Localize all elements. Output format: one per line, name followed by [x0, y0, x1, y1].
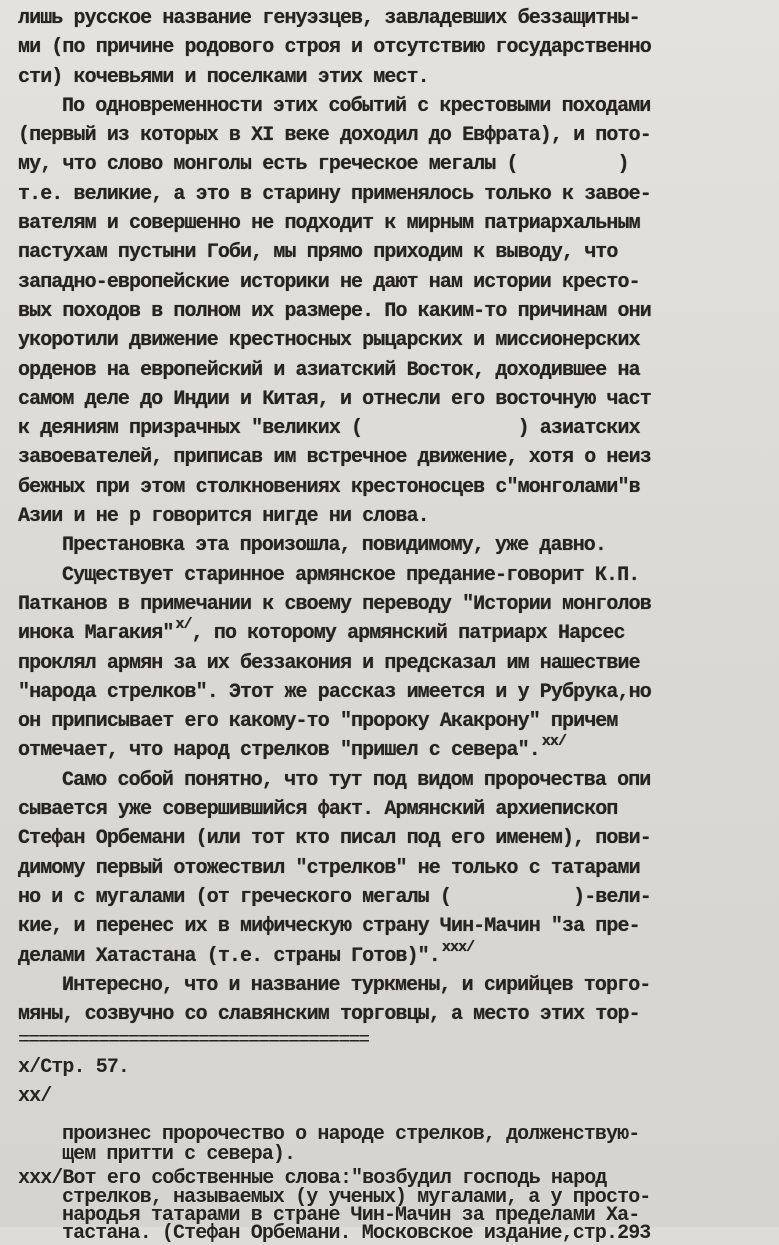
- text-line-content: орденов на европейский и азиатский Восток, доходившее на: [18, 358, 640, 382]
- text-line-content: ми (по причине родового строя и отсутствию государственно: [18, 36, 651, 60]
- text-line: [18, 971, 773, 1000]
- text-line: [18, 443, 773, 472]
- text-line-content: сти) кочевьями и поселками этих мест.: [18, 65, 429, 89]
- text-line-content: делами Хатастана (т.е. страны Готов)".: [18, 944, 440, 968]
- text-line-content: укоротили движение крестносных рыцарских и миссионерских: [18, 329, 640, 353]
- footnote-3-line-2: стрелков, называемых (у ученых) мугалами, а у просто-: [62, 1186, 651, 1210]
- text-line: [18, 4, 773, 33]
- text-line-content: димому первый отожествил "стрелков" не только с татарами: [18, 856, 640, 880]
- text-line-content: к деяниям призрачных "великих ( ) азиатских: [18, 417, 640, 441]
- text-line: [18, 561, 773, 590]
- text-line: [18, 616, 773, 648]
- text-line: [18, 502, 773, 531]
- text-line-content: (первый из которых в XI веке доходил до Евфрата), и пото-: [18, 124, 651, 148]
- text-line: [18, 385, 773, 414]
- text-line: [18, 238, 773, 267]
- text-line-content: мяны, созвучно со славянским торговцы, а место этих тор-: [18, 1003, 640, 1027]
- footnote-marker: ххх/: [441, 938, 475, 956]
- footnote-3-line-1: ххх/Вот его собственные слова:"возбудил господь народ: [18, 1167, 607, 1191]
- footnote-2-line-2: щем притти с севера).: [62, 1143, 296, 1167]
- footnote-3-line-4: тастана. (Стефан Орбемани. Московское издание,стр.293: [62, 1222, 651, 1245]
- footnote-3-line-3: народья татарами в стране Чин-Мачин за пределами Ха-: [62, 1204, 640, 1228]
- text-line: [18, 180, 773, 209]
- text-line: [18, 707, 773, 736]
- text-line: [18, 766, 773, 795]
- footnote-marker: х/: [175, 616, 192, 634]
- text-line-content: западно-европейские историки не дают нам истории кресто-: [18, 270, 640, 294]
- text-line-content: т.е. великие, а это в старину применялось только к завое-: [18, 182, 651, 206]
- main-text: [18, 4, 773, 1029]
- text-line: [18, 733, 773, 765]
- text-line: [18, 92, 773, 121]
- text-line: [18, 150, 773, 179]
- text-line: [18, 795, 773, 824]
- text-line: [18, 883, 773, 912]
- text-line-content: бежных при этом столкновениях крестоносцев с"монголами"в: [18, 475, 640, 499]
- text-line-content: пастухам пустыни Гоби, мы прямо приходим к выводу, что: [18, 241, 618, 265]
- text-line: [18, 1000, 773, 1029]
- text-line-content: Интересно, что и название туркмены, и сирийцев торго-: [62, 973, 651, 997]
- text-line: [18, 268, 773, 297]
- text-line-content: проклял армян за их беззакония и предсказал им нашествие: [18, 651, 640, 675]
- text-line: [18, 63, 773, 92]
- text-line: [18, 854, 773, 883]
- text-line: [18, 297, 773, 326]
- text-line: [18, 938, 773, 971]
- text-line-content: завоевателей, приписав им встречное движение, хотя о неиз: [18, 446, 651, 470]
- text-line: [18, 824, 773, 853]
- text-line: [18, 414, 773, 443]
- text-line-content: но и с мугалами (от греческого мегалы ( )-вели-: [18, 885, 651, 909]
- text-line-content: Патканов в примечании к своему переводу "Истории монголов: [18, 592, 651, 616]
- text-line-content: он приписывает его какому-то "пророку Акакрону" причем: [18, 710, 618, 734]
- footnote-2-line-1: произнес пророчество о народе стрелков, долженствую-: [62, 1123, 640, 1147]
- text-line-content: вых походов в полном их размере. По каким-то причинам они: [18, 299, 651, 323]
- text-line: [18, 356, 773, 385]
- text-line-content: самом деле до Индии и Китая, и отнесли его восточную част: [18, 387, 651, 411]
- footnote-separator: ===================================: [18, 1029, 369, 1053]
- text-line: [18, 121, 773, 150]
- text-line-content: лишь русское название генуэзцев, завладевших беззащитны-: [18, 7, 640, 30]
- text-line: [18, 678, 773, 707]
- text-line-content: сывается уже совершившийся факт. Армянский архиепископ: [18, 798, 618, 822]
- text-line-content: кие, и перенес их в мифическую страну Чин-Мачин "за пре-: [18, 915, 640, 939]
- text-line: [18, 326, 773, 355]
- text-line-content: инока Магакия": [18, 622, 174, 646]
- footnote-1: х/Стр. 57.: [18, 1056, 130, 1080]
- text-line: [18, 531, 773, 560]
- text-line: [18, 649, 773, 678]
- footnote-2-label: хх/: [18, 1085, 52, 1109]
- text-line: [18, 209, 773, 238]
- text-line-content: отмечает, что народ стрелков "пришел с севера".: [18, 739, 540, 763]
- text-line: [18, 473, 773, 502]
- text-line-content: Азии и не р говорится нигде ни слова.: [18, 505, 429, 529]
- text-line-content: Престановка эта произошла, повидимому, уже давно.: [62, 534, 606, 558]
- text-line-content: му, что слово монголы есть греческое мегалы ( ): [18, 153, 629, 177]
- text-line-content: Стефан Орбемани (или тот кто писал под его именем), пови-: [18, 827, 651, 851]
- text-line-content: Существует старинное армянское предание-говорит К.П.: [62, 563, 640, 587]
- footnote-marker: хх/: [541, 733, 567, 751]
- text-line-content: Само собой понятно, что тут под видом пророчества опи: [62, 768, 651, 792]
- text-line: [18, 912, 773, 941]
- text-line-continuation: , по которому армянский патриарх Нарсес: [191, 622, 625, 646]
- text-line-content: вателям и совершенно не подходит к мирным патриархальным: [18, 212, 640, 236]
- text-line-content: "народа стрелков". Этот же рассказ имеется и у Рубрука,но: [18, 680, 651, 704]
- text-line: [18, 33, 773, 62]
- text-line-content: По одновременности этих событий с крестовыми походами: [62, 94, 651, 118]
- text-line: [18, 590, 773, 619]
